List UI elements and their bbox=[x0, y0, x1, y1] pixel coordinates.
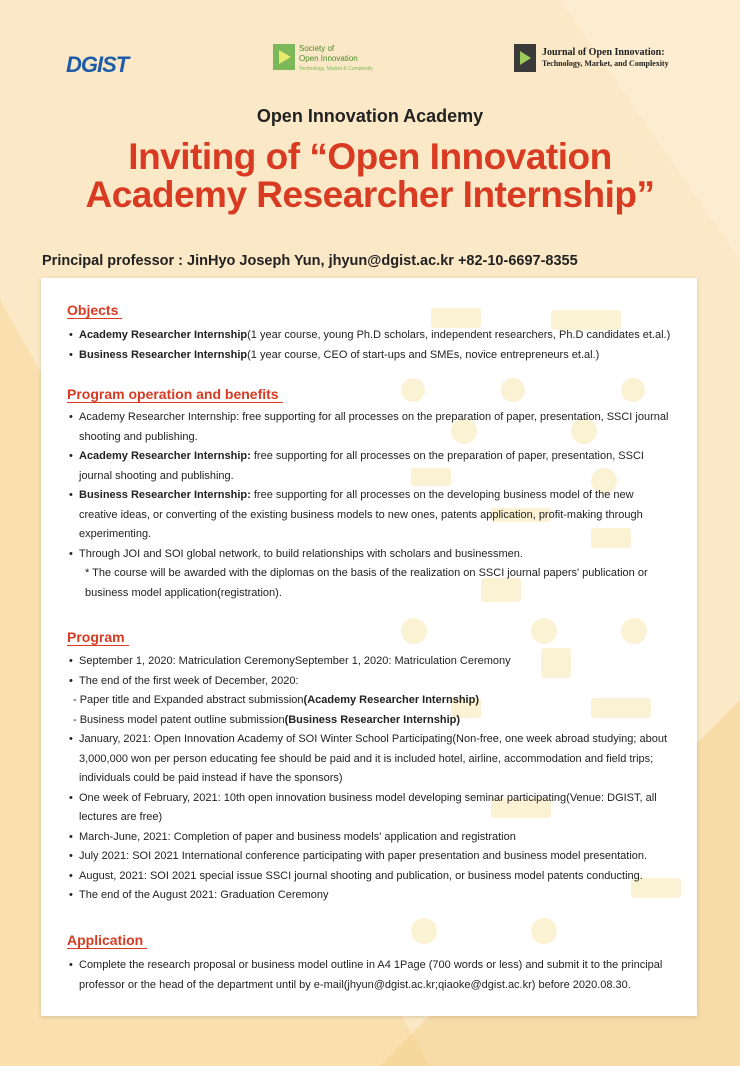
benefits-note: * The course will be awarded with the diplomas on the basis of the realization on SSCI journal papers' publication or business model application(registration). bbox=[85, 567, 648, 599]
list-item: • The end of the August 2021: Graduation Ceremony bbox=[69, 886, 675, 906]
title-line1: Inviting of “Open Innovation bbox=[128, 136, 612, 177]
list-item: • The end of the first week of December, 2020: bbox=[69, 672, 675, 692]
joi-logo bbox=[514, 44, 669, 72]
list-item: • Business Researcher Internship: free supporting for all processes on the developing business model of the new creative ideas, or converting of the existing business models to new ones, patents application, profit-making through experimenting. bbox=[69, 486, 675, 545]
dgist-logo: DGIST bbox=[66, 52, 129, 77]
joi-line1: Journal of Open Innovation: bbox=[542, 47, 665, 58]
objects-list bbox=[69, 326, 675, 365]
list-item: • August, 2021: SOI 2021 special issue SSCI journal shooting and publication, or business model patents conducting. bbox=[69, 867, 675, 887]
program-list bbox=[69, 652, 675, 906]
benefits-heading: Program operation and benefits bbox=[67, 386, 283, 403]
list-subitem: - Paper title and Expanded abstract submission(Academy Researcher Internship) bbox=[73, 694, 479, 706]
soi-line1: Society of bbox=[299, 44, 335, 53]
program-heading: Program bbox=[67, 629, 129, 646]
page-title bbox=[0, 138, 740, 214]
list-item: • Complete the research proposal or business model outline in A4 1Page (700 words or less) and submit it to the principal professor or the head of the department until by e-mail(jhyun@dgist.ac.kr;qiaoke@dgist.ac.kr) before 2020.08.30. bbox=[69, 956, 675, 995]
list-item: • September 1, 2020: Matriculation CeremonySeptember 1, 2020: Matriculation Ceremony bbox=[69, 652, 675, 672]
list-item: • Business Researcher Internship(1 year course, CEO of start-ups and SMEs, novice entrepreneurs et.al.) bbox=[69, 346, 675, 366]
list-item: • One week of February, 2021: 10th open innovation business model developing seminar participating(Venue: DGIST, all lectures are free) bbox=[69, 789, 675, 828]
joi-line2: Technology, Market, and Complexity bbox=[542, 59, 669, 68]
soi-logo bbox=[273, 44, 373, 74]
content-card bbox=[41, 278, 697, 1016]
soi-line3: Technology, Market & Complexity bbox=[299, 66, 373, 72]
list-item: • Through JOI and SOI global network, to build relationships with scholars and businessmen. bbox=[69, 545, 675, 565]
title-line2: Academy Researcher Internship” bbox=[85, 174, 655, 215]
principal-professor: Principal professor : JinHyo Joseph Yun, jhyun@dgist.ac.kr +82-10-6697-8355 bbox=[42, 253, 578, 269]
benefits-list bbox=[69, 408, 675, 603]
application-heading: Application bbox=[67, 932, 147, 949]
logo-bar bbox=[0, 40, 740, 80]
soi-line2: Open Innovation bbox=[299, 54, 358, 63]
list-item: • Academy Researcher Internship(1 year course, young Ph.D scholars, independent researchers, Ph.D candidates et.al.) bbox=[69, 326, 675, 346]
list-item: • Academy Researcher Internship: free supporting for all processes on the preparation of paper, presentation, SSCI journal shooting and publishing. bbox=[69, 447, 675, 486]
soi-mark-icon bbox=[273, 44, 295, 70]
list-item: • July 2021: SOI 2021 International conference participating with paper presentation and business model presentation. bbox=[69, 847, 675, 867]
list-item: • January, 2021: Open Innovation Academy of SOI Winter School Participating(Non-free, one week abroad studying; about 3,000,000 won per person educating fee should be paid and it is included hotel, airline, accommodation and field trips; individuals could be paid instead if have the sponsors) bbox=[69, 730, 675, 789]
application-list bbox=[69, 956, 675, 995]
page-subtitle: Open Innovation Academy bbox=[256, 106, 484, 126]
list-subitem: - Business model patent outline submission(Business Researcher Internship) bbox=[73, 713, 461, 726]
joi-mark-icon bbox=[514, 44, 536, 72]
list-item: • Academy Researcher Internship: free supporting for all processes on the preparation of paper, presentation, SSCI journal shooting and publishing. bbox=[69, 408, 675, 447]
list-item: • March-June, 2021: Completion of paper and business models' application and registration bbox=[69, 828, 675, 848]
objects-heading: Objects bbox=[67, 302, 122, 319]
